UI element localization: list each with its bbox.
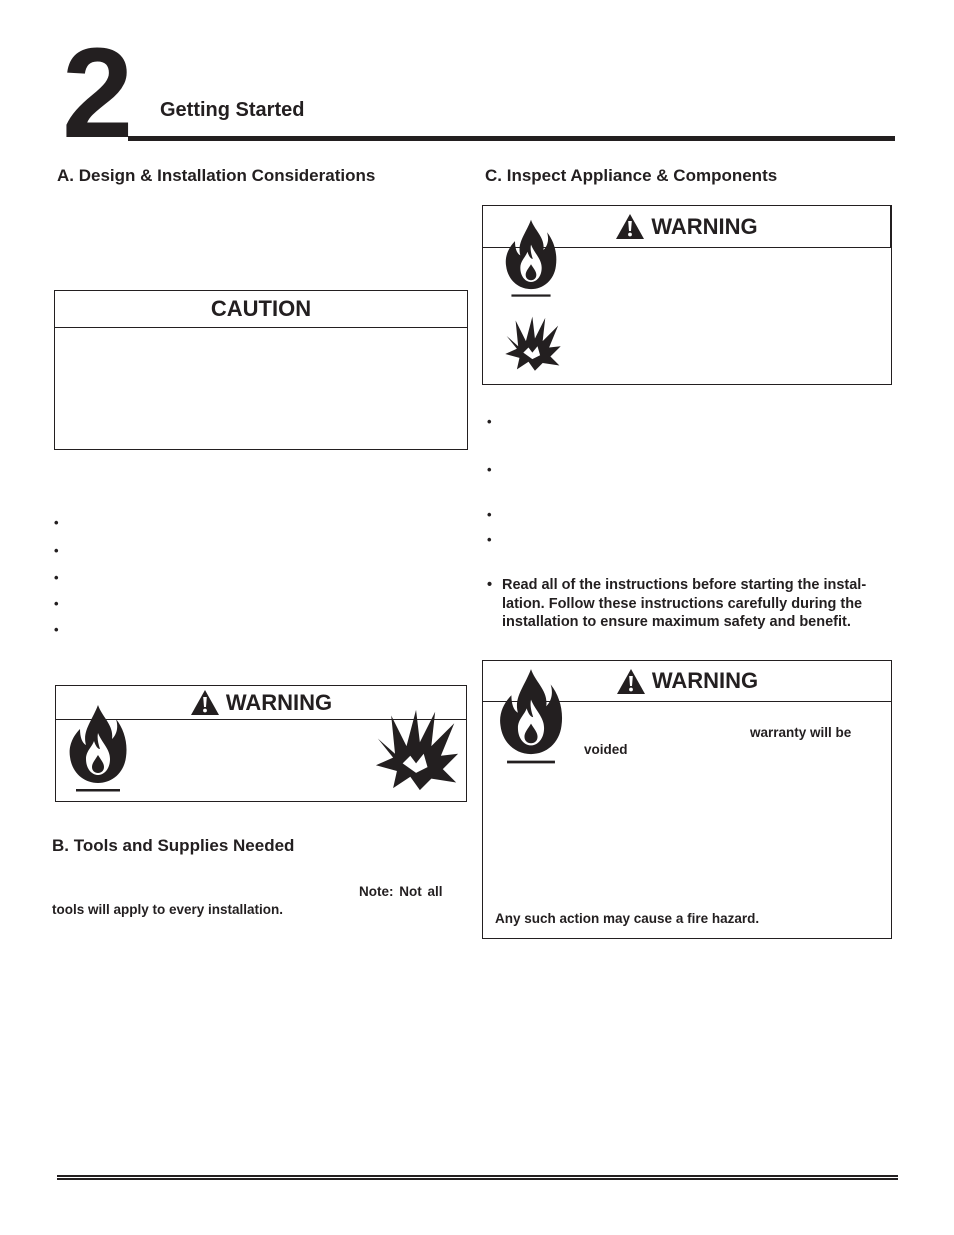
instruction-line: lation. Follow these instructions carefully during the (502, 596, 863, 612)
warning-box-bottom (482, 660, 892, 939)
chapter-number: 2 (62, 22, 128, 165)
voided-text: voided (584, 742, 628, 757)
tools-note-label: Note: Not all (359, 884, 443, 899)
warning-triangle-icon (190, 689, 220, 716)
section-c-heading: C. Inspect Appliance & Components (485, 166, 778, 185)
explosion-icon (503, 314, 563, 372)
warning-triangle-icon (616, 668, 646, 695)
warning-label: WARNING (651, 213, 758, 239)
instruction-line: installation to ensure maximum safety and benefit. (502, 614, 851, 630)
list-item-bullet: • (487, 532, 492, 547)
section-a-heading: A. Design & Installation Considerations (57, 166, 376, 185)
instruction-line: Read all of the instructions before starting the instal- (502, 577, 867, 593)
fire-hazard-text: Any such action may cause a fire hazard. (495, 911, 760, 926)
list-item-bullet: • (54, 596, 59, 611)
list-item-bullet: • (54, 622, 59, 637)
caution-box (54, 290, 468, 450)
caution-box-header (55, 291, 467, 328)
warranty-text: warranty will be (750, 725, 852, 740)
list-item-bullet: • (487, 462, 492, 477)
footer-rule (57, 1178, 898, 1180)
chapter-rule (128, 136, 895, 141)
explosion-icon (374, 706, 460, 792)
flame-icon (497, 667, 565, 765)
chapter-title: Getting Started (160, 99, 305, 121)
footer-rule (57, 1175, 898, 1177)
warning-label: WARNING (651, 668, 759, 693)
warning-triangle-icon (615, 213, 645, 240)
list-item-bullet: • (54, 570, 59, 585)
list-item-bullet: • (54, 543, 59, 558)
warning-box-top (482, 205, 892, 385)
list-item-bullet: • (487, 507, 492, 522)
warning-box-left (55, 685, 467, 802)
section-b-heading: B. Tools and Supplies Needed (52, 836, 295, 855)
instruction-bullet: • (487, 577, 493, 593)
tools-note-text: tools will apply to every installation. (52, 902, 284, 917)
warning-label: WARNING (225, 689, 333, 715)
list-item-bullet: • (487, 414, 492, 429)
flame-icon (66, 703, 130, 793)
flame-icon (503, 218, 559, 298)
caution-label: CAUTION (210, 296, 312, 321)
list-item-bullet: • (54, 515, 59, 530)
